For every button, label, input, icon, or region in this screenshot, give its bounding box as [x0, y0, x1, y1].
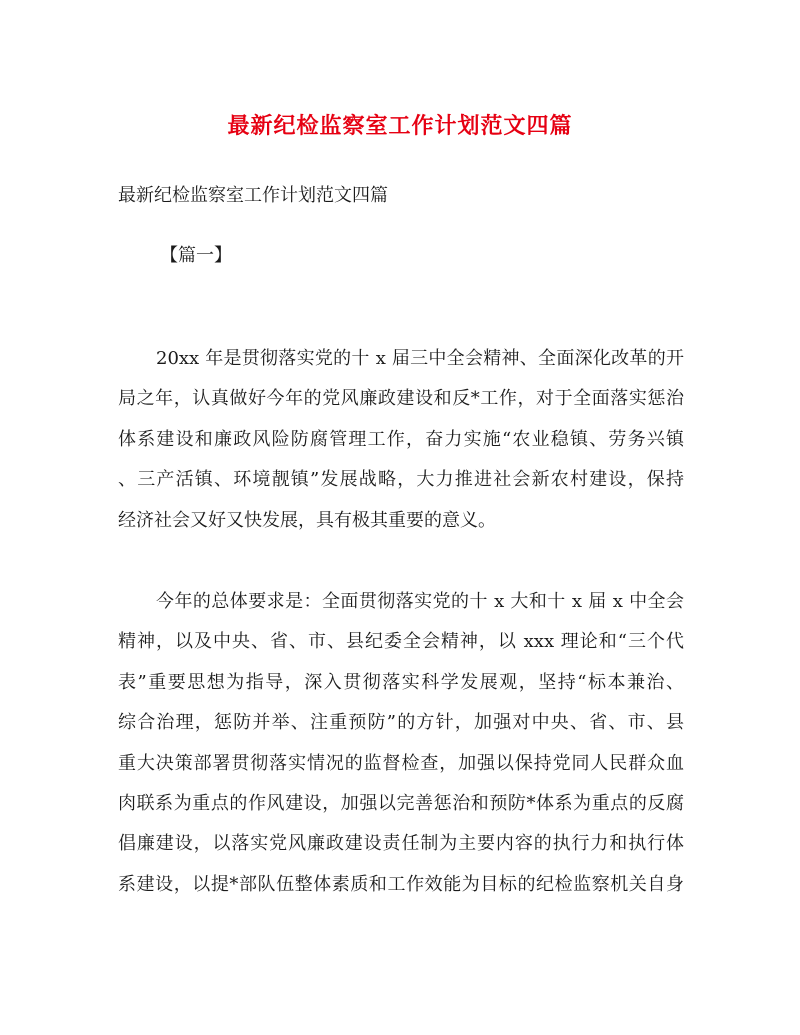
paragraph-line: 表”重要思想为指导，深入贯彻落实科学发展观，坚持“标本兼治、 [118, 671, 684, 693]
paragraph-1 [118, 339, 684, 541]
paragraph-line: 20xx 年是贯彻落实党的十 x 届三中全会精神、全面深化改革的开 [156, 348, 684, 369]
paragraph-line: 倡廉建设，以落实党风廉政建设责任制为主要内容的执行力和执行体 [118, 833, 684, 855]
paragraph-line: 经济社会又好又快发展，具有极其重要的意义。 [118, 509, 496, 531]
paragraph-line: 肉联系为重点的作风建设，加强以完善惩治和预防*体系为重点的反腐 [118, 793, 684, 815]
paragraph-line: 体系建设和廉政风险防腐管理工作，奋力实施“农业稳镇、劳务兴镇 [118, 428, 684, 450]
paragraph-line: 精神，以及中央、省、市、县纪委全会精神，以 xxx 理论和“三个代 [118, 631, 684, 653]
document-subtitle: 最新纪检监察室工作计划范文四篇 [118, 185, 388, 206]
paragraph-line: 、三产活镇、环境靓镇”发展战略，大力推进社会新农村建设，保持 [118, 469, 684, 491]
paragraph-line: 系建设，以提*部队伍整体素质和工作效能为目标的纪检监察机关自身 [118, 873, 684, 895]
paragraph-line: 综合治理，惩防并举、注重预防”的方针，加强对中央、省、市、县 [118, 712, 684, 734]
paragraph-line: 重大决策部署贯彻落实情况的监督检查，加强以保持党同人民群众血 [118, 752, 684, 774]
section-label: 【篇一】 [160, 245, 232, 266]
document-title: 最新纪检监察室工作计划范文四篇 [227, 113, 573, 139]
paragraph-2 [118, 582, 684, 905]
paragraph-line: 今年的总体要求是：全面贯彻落实党的十 x 大和十 x 届 x 中全会 [156, 591, 684, 612]
paragraph-line: 局之年，认真做好今年的党风廉政建设和反*工作，对于全面落实惩治 [118, 388, 684, 410]
